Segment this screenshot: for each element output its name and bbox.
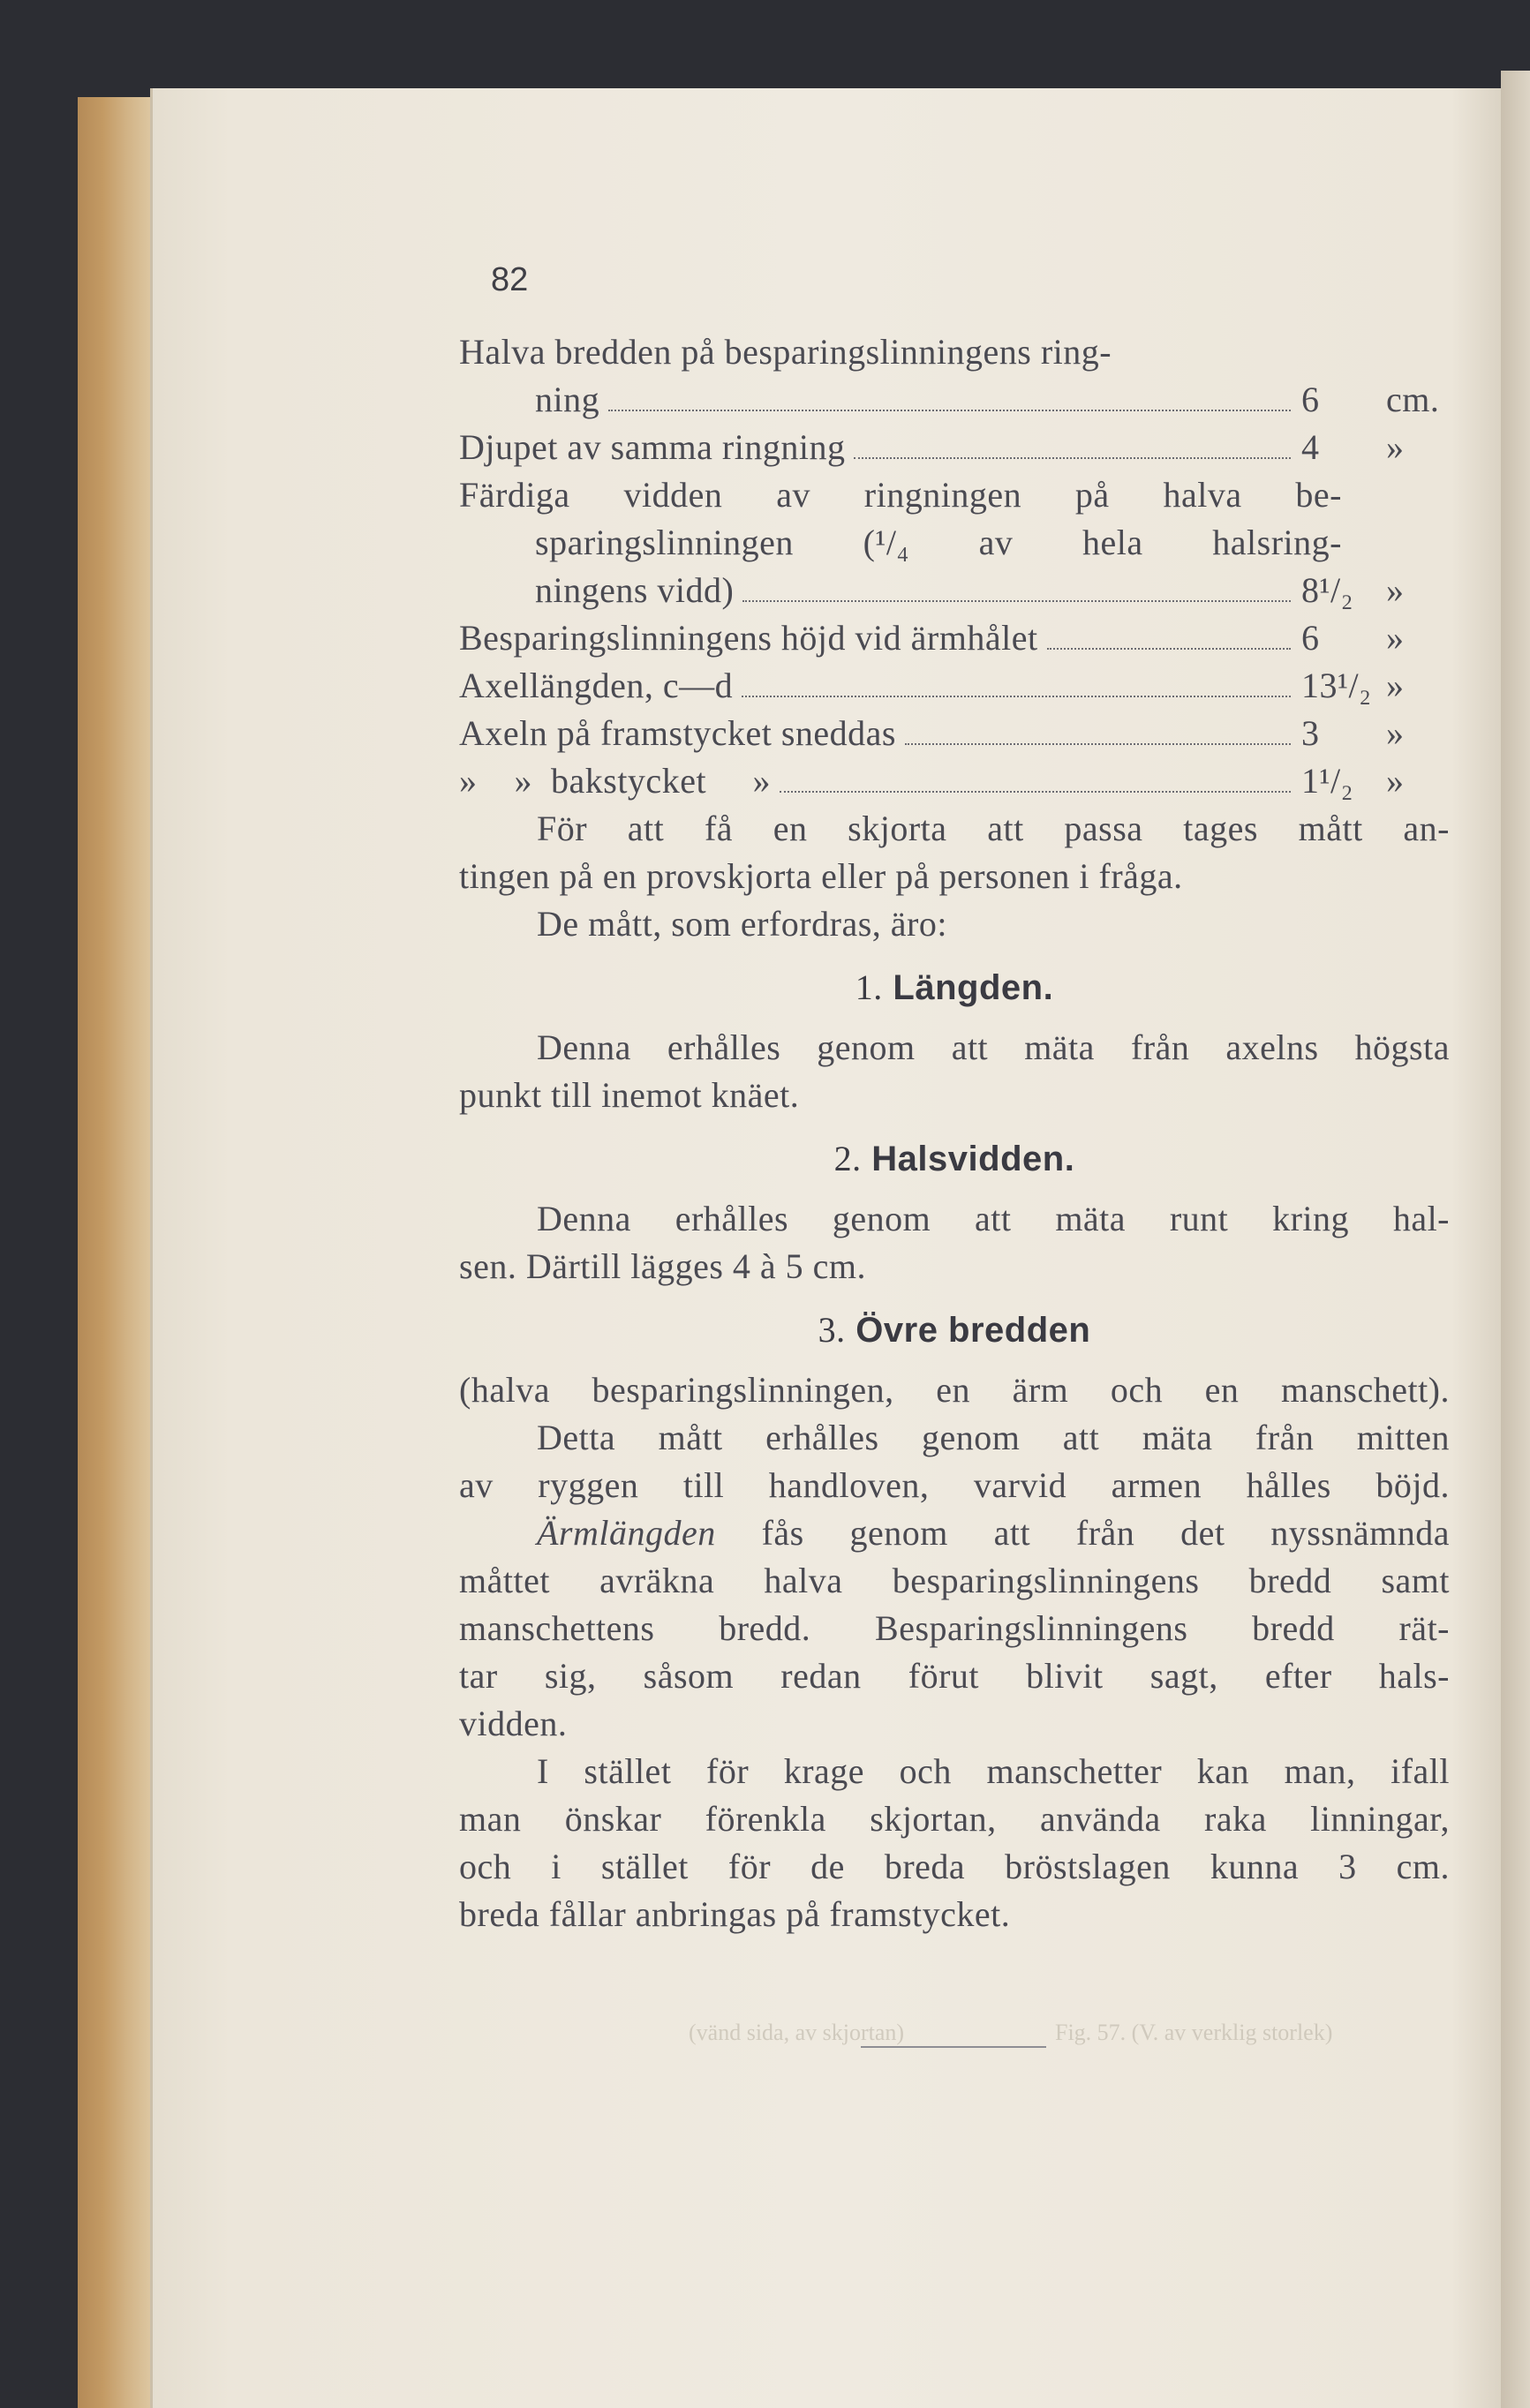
measurement-unit: » [1386,666,1405,705]
section-heading [459,964,1450,1012]
body-line: I stället för krage och manschetter kan man, ifall [537,1751,1450,1791]
measurement-label-line: sparingslinningen (¹/₄ av hela halsring- [535,523,1342,562]
section-number: 2. [833,1139,862,1178]
measurement-value: 6 [1301,618,1320,658]
measurement-label: Axellängden, c—d [459,666,734,705]
measurement-value: 6 [1301,380,1320,419]
dot-leader [742,600,1291,602]
body-line: punkt till inemot knäet. [459,1075,800,1115]
measurement-value: 3 [1301,713,1320,753]
intro-line: För att få en skjorta att passa tages mått an- [537,809,1450,848]
dot-leader [905,743,1291,745]
section-heading [459,1306,1450,1354]
section-number: 1. [855,967,883,1007]
body-line: vidden. [459,1704,568,1743]
body-line: sen. Därtill lägges 4 à 5 cm. [459,1246,867,1286]
measurement-label: » » bakstycket » [459,761,772,801]
section-heading [459,1135,1450,1183]
measurement-row [459,424,1450,471]
measurement-label: ning [535,380,600,419]
section-title: Övre bredden [855,1311,1091,1350]
measurement-value: 13¹/₂ [1301,666,1372,705]
body-line: man önskar förenkla skjortan, använda raka linningar, [459,1799,1450,1839]
measurement-row [459,376,1450,424]
body-line-text: fås genom att från det nyssnämnda [761,1513,1450,1553]
measurement-unit: cm. [1386,380,1440,419]
measurement-row [459,710,1450,757]
measurement-row [459,757,1450,805]
body-line: måttet avräkna halva besparingslinningens bredd samt [459,1561,1450,1600]
page-number: 82 [491,261,529,298]
measurement-value: 8¹/₂ [1301,570,1354,610]
body-line: Denna erhålles genom att mäta runt kring hal- [537,1199,1450,1238]
measurement-value: 4 [1301,427,1320,467]
measurement-label: Besparingslinningens höjd vid ärmhålet [459,618,1038,658]
measurement-row [459,614,1450,662]
measurement-row [459,567,1450,614]
dot-leader [780,791,1291,793]
section-title: Halsvidden. [871,1140,1075,1178]
measurement-unit: » [1386,427,1405,467]
intro-line: De mått, som erfordras, äro: [537,904,947,944]
bleed-through-text: Fig. 57. (V. av verklig storlek) [1055,2020,1333,2045]
body-line: Denna erhålles genom att mäta från axelns högsta [537,1027,1450,1067]
measurement-unit: » [1386,618,1405,658]
intro-line: tingen på en provskjorta eller på personen i fråga. [459,856,1183,896]
measurement-label: Djupet av samma ringning [459,427,846,467]
page-content [459,328,1450,1938]
dot-leader [854,457,1291,459]
measurement-label-line: Färdiga vidden av ringningen på halva be- [459,475,1342,515]
body-line [459,1509,1450,1557]
footer-rule [861,2046,1046,2048]
body-line: breda fållar anbringas på framstycket. [459,1894,1011,1934]
book-edge [78,97,162,2408]
body-line: tar sig, såsom redan förut blivit sagt, efter hals- [459,1656,1450,1696]
italic-term: Ärmlängden [537,1513,716,1553]
measurement-label: ningens vidd) [535,570,735,610]
measurement-unit: » [1386,713,1405,753]
section-number: 3. [818,1310,846,1350]
dot-leader [608,410,1291,411]
next-page-edge [1501,71,1530,2408]
measurement-unit: » [1386,570,1405,610]
measurement-label: Axeln på framstycket sneddas [459,713,896,753]
section-title: Längden. [893,968,1054,1007]
measurement-value: 1¹/₂ [1301,761,1354,801]
measurement-row [459,662,1450,710]
body-line: manschettens bredd. Besparingslinningens bredd rät- [459,1608,1450,1648]
measurement-label-line: Halva bredden på besparingslinningens ring- [459,332,1112,372]
dot-leader [1047,648,1291,650]
body-line: (halva besparingslinningen, en ärm och en manschett). [459,1370,1450,1410]
body-line: Detta mått erhålles genom att mäta från mitten [537,1418,1450,1457]
body-line: och i stället för de breda bröstslagen kunna 3 cm. [459,1847,1450,1886]
dot-leader [742,696,1291,697]
measurement-unit: » [1386,761,1405,801]
body-line: av ryggen till handloven, varvid armen hålles böjd. [459,1465,1450,1505]
bleed-through-text: (vänd sida, av skjortan) [689,2020,905,2045]
